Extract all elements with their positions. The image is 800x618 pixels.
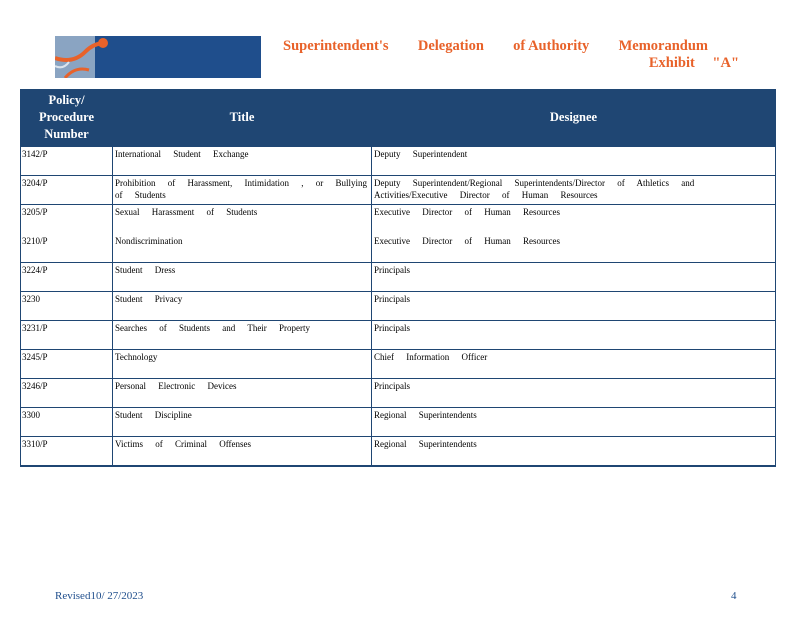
policy-title: Prohibition of Harassment, Intimidation , or Bullying of Students	[113, 176, 372, 205]
policy-number: 3204/P	[21, 176, 113, 205]
policy-designee: Regional Superintendents	[372, 437, 776, 467]
table-row	[21, 292, 776, 321]
policy-number: 3205/P	[22, 207, 48, 217]
table-row	[21, 205, 776, 263]
policy-title-pair	[113, 205, 372, 263]
policy-title: Student Dress	[113, 263, 372, 292]
title-word-4: Memorandum	[618, 38, 708, 54]
header-policy-number: Policy/ Procedure Number	[21, 89, 113, 147]
policy-number: 3231/P	[21, 321, 113, 350]
header-title: Title	[113, 89, 372, 147]
policy-designee: Principals	[372, 292, 776, 321]
title-word-1: Superintendent's	[283, 38, 389, 54]
table-row	[21, 437, 776, 467]
policy-number: 3224/P	[21, 263, 113, 292]
memo-heading	[283, 38, 743, 72]
table-row	[21, 147, 776, 176]
policy-designee: Deputy Superintendent	[372, 147, 776, 176]
policy-designee: Executive Director of Human Resources	[374, 207, 560, 217]
policy-title: Technology	[113, 350, 372, 379]
policy-designee: Principals	[372, 321, 776, 350]
policy-number-pair	[21, 205, 113, 263]
policy-number: 3142/P	[21, 147, 113, 176]
table-row	[21, 379, 776, 408]
policy-designee: Chief Information Officer	[372, 350, 776, 379]
policy-number: 3310/P	[21, 437, 113, 467]
policy-number: 3230	[21, 292, 113, 321]
policy-number: 3300	[21, 408, 113, 437]
policy-number: 3245/P	[21, 350, 113, 379]
title-word-3: of Authority	[513, 38, 590, 54]
policy-designee: Regional Superintendents	[372, 408, 776, 437]
policy-number: 3210/P	[22, 235, 48, 246]
policy-title: International Student Exchange	[113, 147, 372, 176]
header-designee: Designee	[372, 89, 776, 147]
policy-title: Searches of Students and Their Property	[113, 321, 372, 350]
table-row	[21, 263, 776, 292]
table-row	[21, 321, 776, 350]
table-row	[21, 176, 776, 205]
table-header-row	[21, 89, 776, 147]
policy-title: Sexual Harassment of Students	[115, 207, 258, 217]
policy-designee: Principals	[372, 263, 776, 292]
exhibit-label: Exhibit "A"	[648, 55, 739, 71]
delegation-table	[20, 89, 776, 467]
table-row	[21, 408, 776, 437]
policy-title: Nondiscrimination	[115, 235, 183, 246]
policy-title: Student Privacy	[113, 292, 372, 321]
policy-designee-pair	[372, 205, 776, 263]
policy-title: Victims of Criminal Offenses	[113, 437, 372, 467]
policy-title: Student Discipline	[113, 408, 372, 437]
policy-number: 3246/P	[21, 379, 113, 408]
policy-designee: Deputy Superintendent/Regional Superintendents/Director of Athletics and Activities/Executive Director of Human Resources	[372, 176, 776, 205]
policy-title: Personal Electronic Devices	[113, 379, 372, 408]
policy-designee: Executive Director of Human Resources	[374, 235, 560, 246]
page-number: 4	[731, 590, 737, 602]
table-row	[21, 350, 776, 379]
district-logo	[55, 36, 261, 78]
revised-date: Revised10/ 27/2023	[55, 590, 144, 602]
title-word-2: Delegation	[417, 38, 484, 54]
policy-designee: Principals	[372, 379, 776, 408]
